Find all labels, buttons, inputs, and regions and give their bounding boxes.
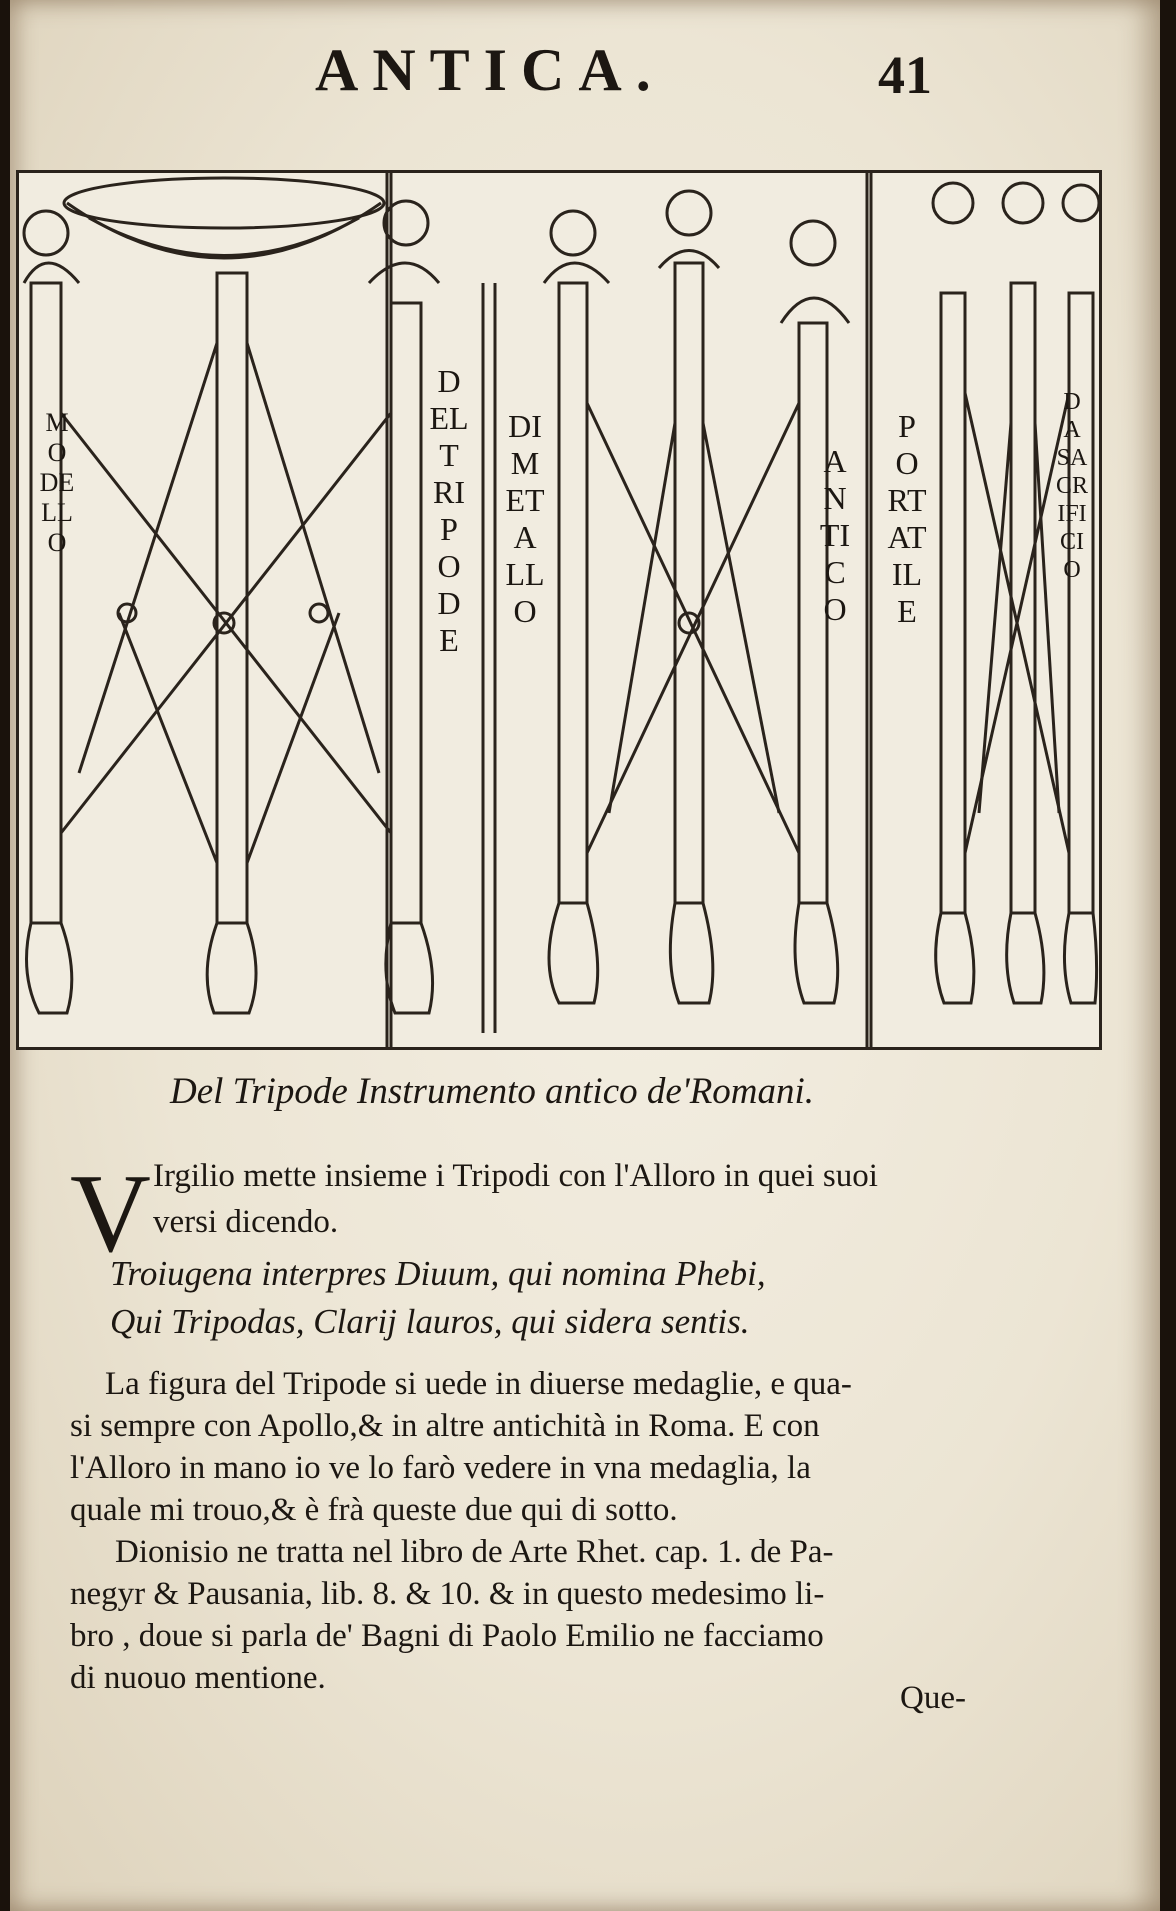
label-del-tripode: DEL TRIPODE [429,363,469,658]
book-page [10,0,1160,1911]
label-da-sacrificio: DA SACRIFICIO [1055,389,1088,583]
label-modello: MODELLO [39,408,75,557]
verse-line-1: Troiugena interpres Diuum, qui nomina Phebi, [110,1254,766,1293]
paragraph-3-line-1: Dionisio ne tratta nel libro de Arte Rhet. cap. 1. de Pa- [115,1534,834,1570]
paragraph-3-line-3: bro , doue si parla de' Bagni di Paolo Emilio ne facciamo [70,1618,824,1654]
running-head: ANTICA. [315,37,665,103]
catchword: Que- [900,1680,966,1716]
verse-line-2: Qui Tripodas, Clarij lauros, qui sidera sentis. [110,1302,750,1341]
paragraph-2-line-4: quale mi trouo,& è frà queste due qui di sotto. [70,1492,678,1528]
paragraph-2-line-2: si sempre con Apollo,& in altre antichità in Roma. E con [70,1408,820,1444]
tripod-engraving [19,173,1099,1047]
paragraph-3-line-4: di nuouo mentione. [70,1660,326,1696]
paragraph-2-line-3: l'Alloro in mano io ve lo farò vedere in vna medaglia, la [70,1450,811,1486]
label-portatile: PORTATILE [887,408,927,629]
paragraph-3-line-2: negyr & Pausania, lib. 8. & 10. & in questo medesimo li- [70,1576,825,1612]
label-di-metallo: DI METALLO [505,408,545,629]
drop-cap: V [70,1152,151,1276]
engraving-plate [16,170,1102,1050]
paragraph-1-line-2: versi dicendo. [153,1204,339,1240]
page-number: 41 [878,45,932,105]
paragraph-1-line-1: Irgilio mette insieme i Tripodi con l'Alloro in quei suoi [153,1158,878,1194]
paragraph-2-line-1: La figura del Tripode si uede in diuerse medaglie, e qua- [105,1366,852,1402]
label-antico: ANTICO [819,443,851,627]
plate-caption: Del Tripode Instrumento antico de'Romani. [170,1071,815,1112]
